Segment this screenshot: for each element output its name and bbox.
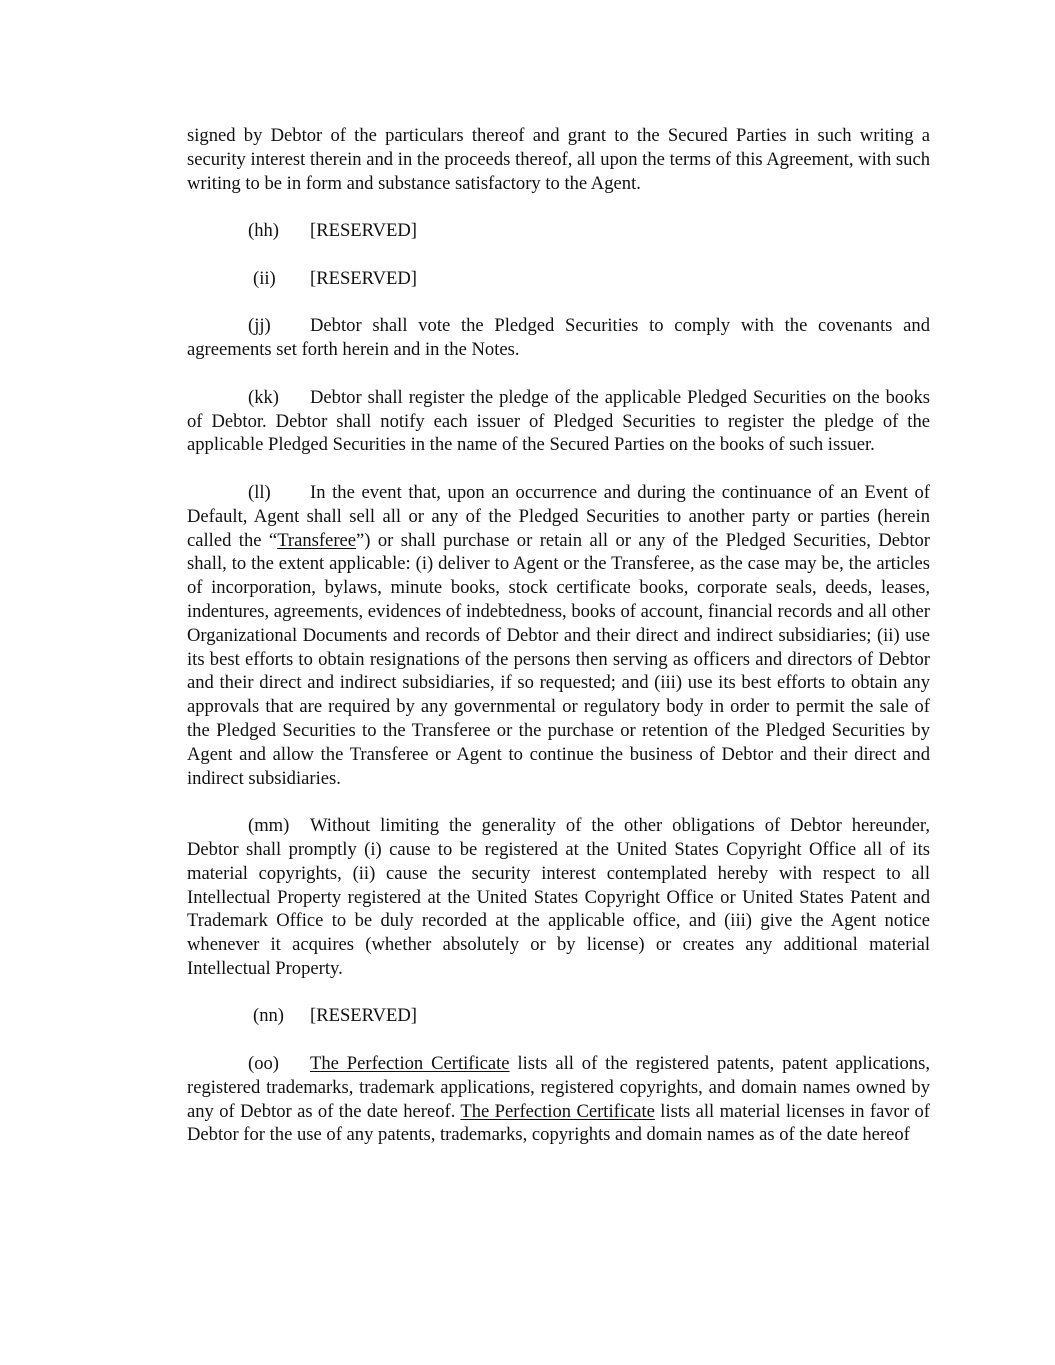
section-label: (mm) <box>248 815 290 837</box>
section-ii <box>187 267 930 291</box>
section-nn <box>187 1004 930 1028</box>
section-label: (jj) <box>248 315 271 337</box>
section-text: In the event that, upon an occurrence and during the continuance of an Event of Default, Agent shall sell all or any of the Pledged Securities to another party or parties (herein called the “ <box>187 481 930 551</box>
section-text: Debtor shall register the pledge of the applicable Pledged Securities on the books of Debtor. Debtor shall notify each issuer of Pledged Securities to register the pledge of the applicable Pledged Securities in the name of the Secured Parties on the books of such issuer. <box>187 386 930 456</box>
section-text: [RESERVED] <box>310 220 417 242</box>
section-text: ”) or shall purchase or retain all or any of the Pledged Securities, Debtor shall, to the extent applicable: (i) deliver to Agent or the Transferee, as the case may be, the articles of incorporation, bylaws, minute books, stock certificate books, corporate seals, deeds, leases, indentures, agreements, evidences of indebtedness, books of account, financial records and all other Organizational Documents and records of Debtor and their direct and indirect subsidiaries; (ii) use its best efforts to obtain resignations of the persons then serving as officers and directors of Debtor and their direct and indirect subsidiaries, if so requested; and (iii) use its best efforts to obtain any approvals that are required by any governmental or regulatory body in order to permit the sale of the Pledged Securities to the Transferee or the purchase or retention of the Pledged Securities by Agent and allow the Transferee or Agent to continue the business of Debtor and their direct and indirect subsidiaries. <box>187 529 930 789</box>
section-jj <box>187 314 930 362</box>
paragraph-continuation <box>187 124 930 195</box>
paragraph-text: signed by Debtor of the particulars thereof and grant to the Secured Parties in such writing a security interest therein and in the proceeds thereof, all upon the terms of this Agreement, with such writing to be in form and substance satisfactory to the Agent. <box>187 125 930 194</box>
section-label: (hh) <box>248 220 279 242</box>
section-label: (ll) <box>248 481 271 503</box>
section-text: Debtor shall vote the Pledged Securities to comply with the covenants and agreements set forth herein and in the Notes. <box>187 315 930 361</box>
document-page <box>187 124 930 1171</box>
section-label: (nn) <box>253 1005 284 1027</box>
defined-term-perfection-certificate: The Perfection Certificate <box>310 1053 510 1075</box>
defined-term-perfection-certificate: The Perfection Certificate <box>460 1100 655 1122</box>
defined-term-transferee: Transferee <box>277 529 357 551</box>
section-text: lists all material licenses in favor of Debtor for the use of any patents, trademarks, copyrights and domain names as of the date hereof <box>187 1100 930 1146</box>
section-label: (ii) <box>253 267 276 289</box>
section-text: lists all of the registered patents, patent applications, registered trademarks, trademark applications, registered copyrights, and domain names owned by any of Debtor as of the date hereof. <box>187 1053 930 1122</box>
section-ll <box>187 481 930 790</box>
section-kk <box>187 386 930 457</box>
section-text: [RESERVED] <box>310 267 417 289</box>
section-text: Without limiting the generality of the other obligations of Debtor hereunder, Debtor shall promptly (i) cause to be registered at the United States Copyright Office all of its material copyrights, (ii) cause the security interest contemplated hereby with respect to all Intellectual Property registered at the United States Copyright Office or United States Patent and Trademark Office to be duly recorded at the applicable office, and (iii) give the Agent notice whenever it acquires (whether absolutely or by license) or creates any additional material Intellectual Property. <box>187 815 930 979</box>
section-text: [RESERVED] <box>310 1005 417 1027</box>
section-oo <box>187 1052 930 1147</box>
section-hh <box>187 219 930 243</box>
section-label: (oo) <box>248 1053 279 1075</box>
section-mm <box>187 814 930 981</box>
section-label: (kk) <box>248 386 279 408</box>
